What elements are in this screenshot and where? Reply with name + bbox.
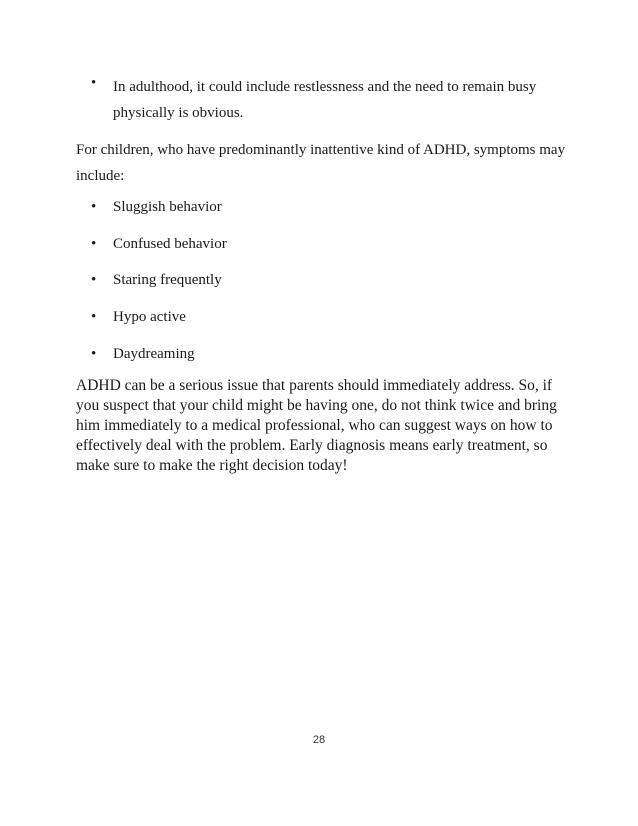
bullet-icon: • bbox=[91, 346, 97, 362]
list-item-text: Staring frequently bbox=[113, 272, 222, 288]
page-number: 28 bbox=[312, 734, 326, 746]
list-item-text: Daydreaming bbox=[113, 346, 195, 362]
bullet-icon: • bbox=[91, 199, 97, 215]
intro-paragraph: For children, who have predominantly inattentive kind of ADHD, symptoms may include: bbox=[76, 142, 566, 184]
list-item-text: Confused behavior bbox=[113, 236, 227, 252]
list-item-text: Sluggish behavior bbox=[113, 199, 222, 215]
list-item-text: Hypo active bbox=[113, 309, 186, 325]
bullet-icon: • bbox=[91, 272, 97, 288]
bullet-icon: • bbox=[91, 75, 97, 91]
bullet-icon: • bbox=[91, 236, 97, 252]
bullet-icon: • bbox=[91, 309, 97, 325]
closing-paragraph: ADHD can be a serious issue that parents should immediately address. So, if you suspect that your child might be having one, do not think twice and bring him immediately to a medical professional, who can suggest ways on how to effectively deal with the problem. Early diagnosis means early treatment, so make sure to make the right decision today! bbox=[76, 377, 557, 474]
list-item-text: In adulthood, it could include restlessness and the need to remain busy physically is obvious. bbox=[113, 79, 537, 121]
